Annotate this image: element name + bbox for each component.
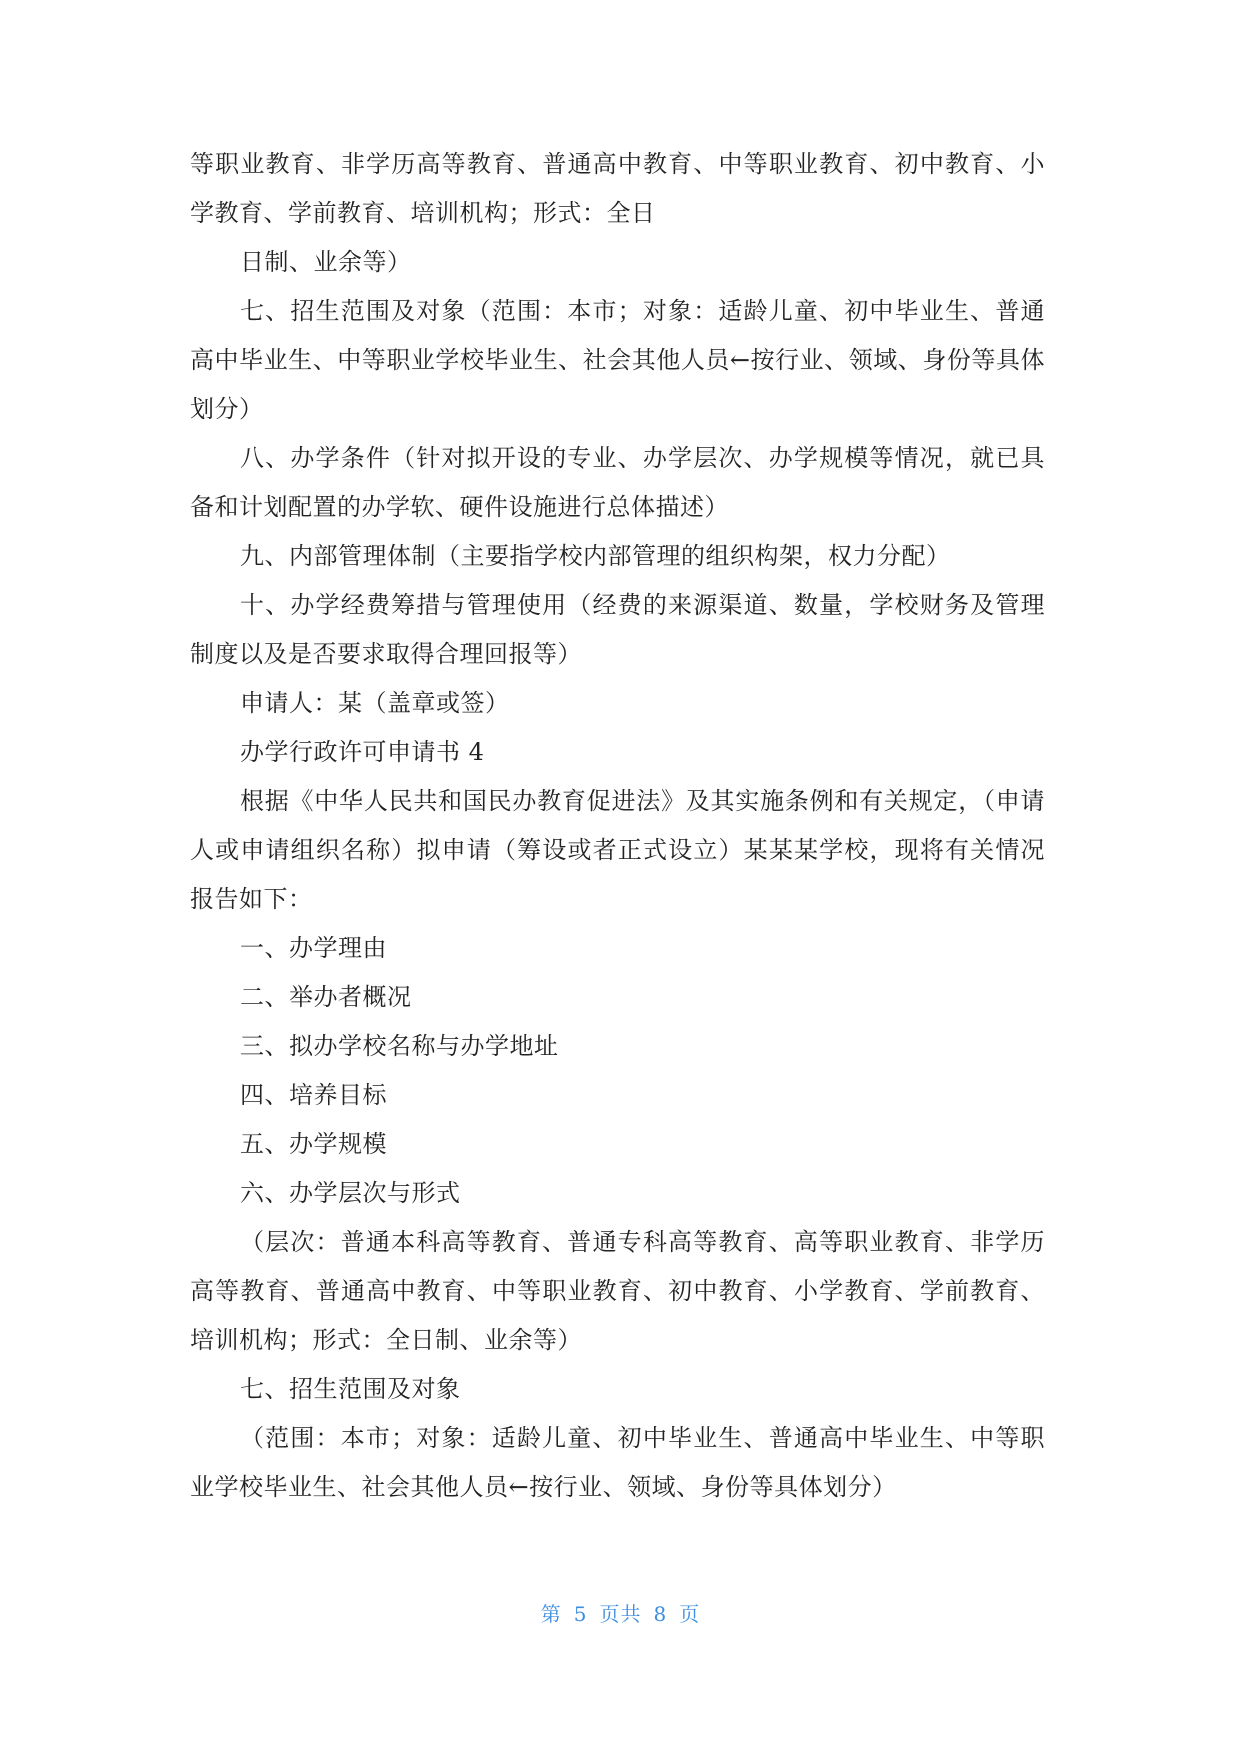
paragraph: 日制、业余等） <box>240 248 412 276</box>
footer-prefix: 第 <box>540 1602 562 1626</box>
paragraph: 十、办学经费筹措与管理使用（经费的来源渠道、数量，学校财务及管理制度以及是否要求取得合理回报等） <box>190 591 1045 668</box>
paragraph: 八、办学条件（针对拟开设的专业、办学层次、办学规模等情况，就已具备和计划配置的办学软、硬件设施进行总体描述） <box>190 444 1045 521</box>
current-page-number: 5 <box>573 1602 588 1626</box>
footer-middle: 页共 <box>599 1602 642 1626</box>
paragraph: 九、内部管理体制（主要指学校内部管理的组织构架，权力分配） <box>240 542 951 570</box>
paragraph: 等职业教育、非学历高等教育、普通高中教育、中等职业教育、初中教育、小学教育、学前教育、培训机构；形式：全日 <box>190 150 1045 227</box>
list-item: 二、举办者概况 <box>240 983 412 1011</box>
document-body <box>190 140 1045 1512</box>
page-footer <box>0 1598 1241 1627</box>
paragraph: （层次：普通本科高等教育、普通专科高等教育、高等职业教育、非学历高等教育、普通高中教育、中等职业教育、初中教育、小学教育、学前教育、培训机构；形式：全日制、业余等） <box>190 1228 1045 1354</box>
paragraph: （范围：本市；对象：适龄儿童、初中毕业生、普通高中毕业生、中等职业学校毕业生、社会其他人员←按行业、领域、身份等具体划分） <box>190 1424 1045 1501</box>
list-item: 一、办学理由 <box>240 934 387 962</box>
paragraph: 七、招生范围及对象（范围：本市；对象：适龄儿童、初中毕业生、普通高中毕业生、中等职业学校毕业生、社会其他人员←按行业、领域、身份等具体划分） <box>190 297 1045 423</box>
list-item: 三、拟办学校名称与办学地址 <box>240 1032 559 1060</box>
list-item: 四、培养目标 <box>240 1081 387 1109</box>
list-item: 六、办学层次与形式 <box>240 1179 461 1207</box>
total-pages-number: 8 <box>653 1602 668 1626</box>
list-item: 七、招生范围及对象 <box>240 1375 461 1403</box>
footer-suffix: 页 <box>679 1602 701 1626</box>
paragraph: 根据《中华人民共和国民办教育促进法》及其实施条例和有关规定，（申请人或申请组织名称）拟申请（筹设或者正式设立）某某某学校，现将有关情况报告如下： <box>190 787 1045 913</box>
applicant-line: 申请人：某（盖章或签） <box>240 689 510 717</box>
section-title: 办学行政许可申请书 4 <box>240 738 485 766</box>
list-item: 五、办学规模 <box>240 1130 387 1158</box>
